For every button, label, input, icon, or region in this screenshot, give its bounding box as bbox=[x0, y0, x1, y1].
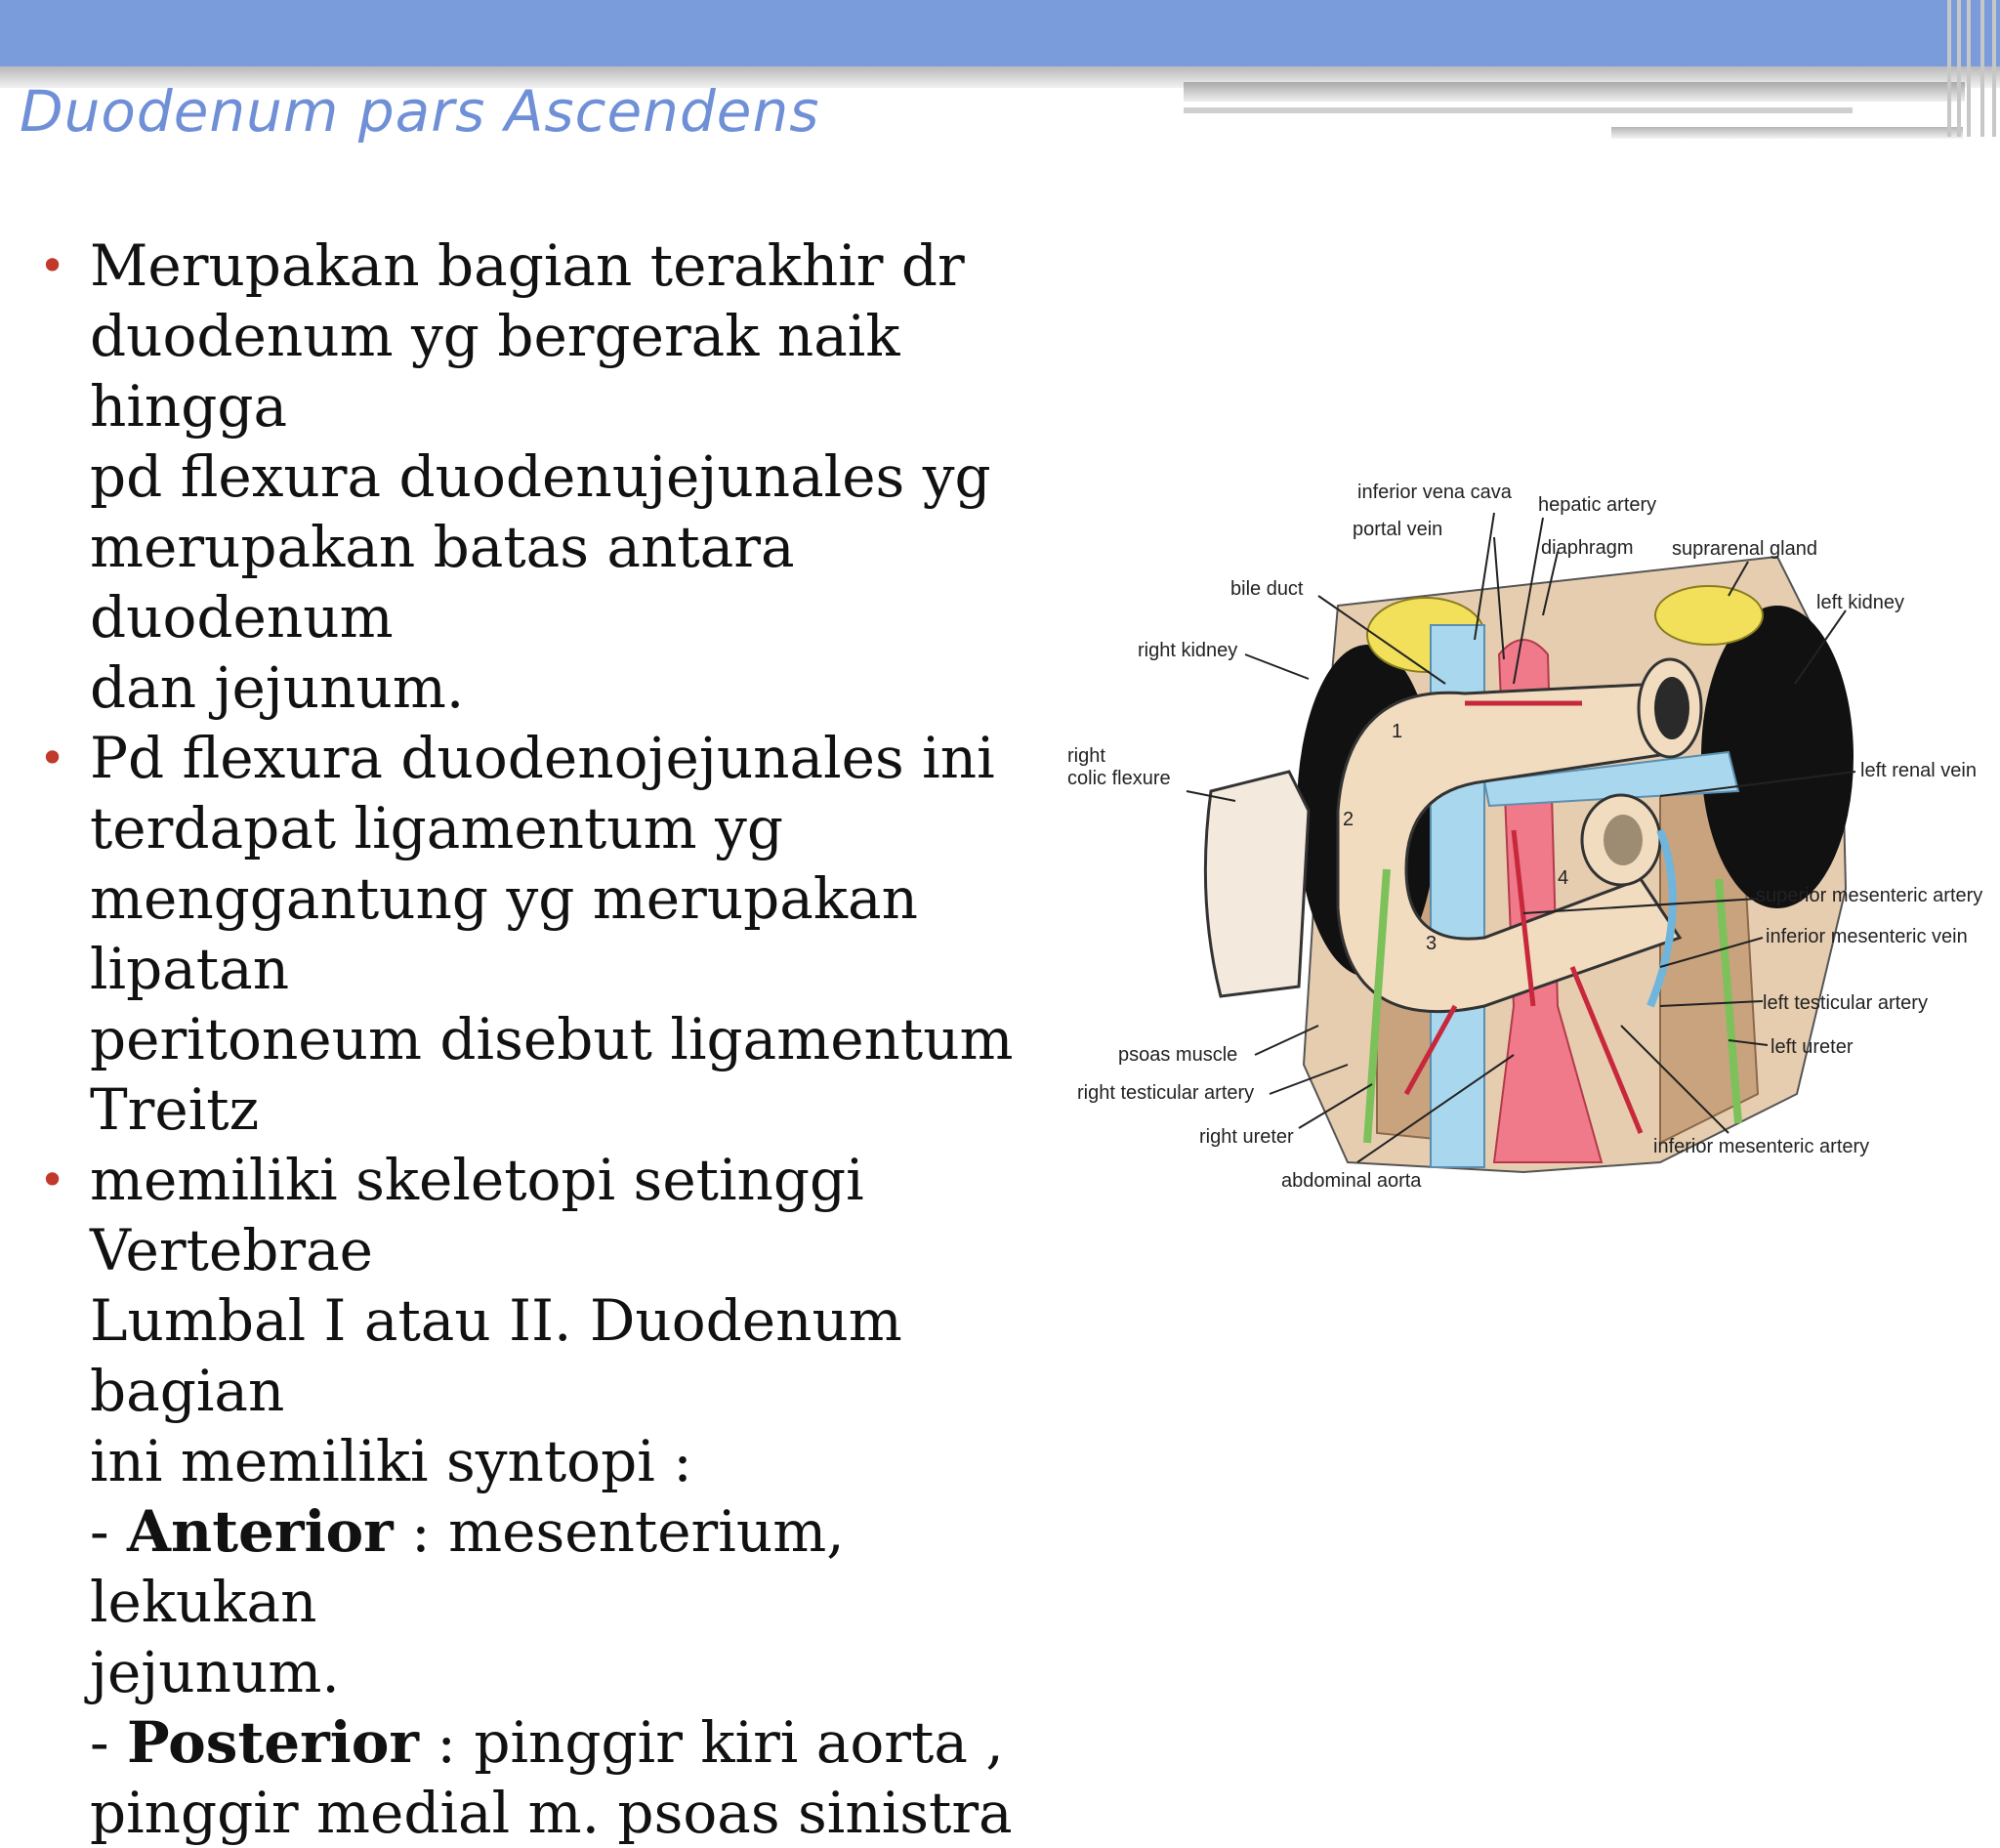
bullet-line: Treitz bbox=[90, 1076, 260, 1143]
bullet-list bbox=[39, 231, 1055, 1848]
label-suprarenal-gland: suprarenal gland bbox=[1672, 538, 1817, 560]
anterior-cont: jejunum. bbox=[90, 1639, 340, 1705]
label-right-colic-flexure: right bbox=[1067, 745, 1105, 767]
label-inferior-mesenteric-artery: inferior mesenteric artery bbox=[1653, 1136, 1870, 1157]
header-bar bbox=[0, 0, 2000, 66]
loop-number: 3 bbox=[1426, 933, 1438, 954]
label-superior-mesenteric-artery: superior mesenteric artery bbox=[1756, 885, 1983, 906]
label-left-ureter: left ureter bbox=[1771, 1036, 1854, 1058]
bullet-line: duodenum yg bergerak naik hingga bbox=[90, 303, 900, 440]
bullet-line: Merupakan bagian terakhir dr bbox=[90, 232, 965, 299]
label-psoas-muscle: psoas muscle bbox=[1118, 1044, 1238, 1066]
label-right-kidney: right kidney bbox=[1138, 640, 1238, 661]
slide-title: Duodenum pars Ascendens bbox=[20, 78, 820, 145]
label-hepatic-artery: hepatic artery bbox=[1538, 494, 1657, 516]
bullet-item bbox=[39, 1145, 1055, 1848]
bullet-line: merupakan batas antara duodenum bbox=[90, 514, 795, 651]
anterior-label: Anterior bbox=[127, 1498, 394, 1565]
bullet-line: menggantung yg merupakan lipatan bbox=[90, 865, 918, 1002]
bullet-marker: • bbox=[39, 1154, 66, 1206]
posterior-label: Posterior bbox=[127, 1709, 419, 1776]
label-inferior-mesenteric-vein: inferior mesenteric vein bbox=[1766, 926, 1968, 947]
bullet-line: memiliki skeletopi setinggi Vertebrae bbox=[90, 1147, 864, 1283]
bullet-item bbox=[39, 723, 1055, 1145]
label-left-renal-vein: left renal vein bbox=[1860, 760, 1977, 781]
label-right-testicular-artery: right testicular artery bbox=[1077, 1082, 1255, 1104]
anterior-text: : mesenterium, lekukan bbox=[90, 1498, 845, 1635]
bullet-line: Pd flexura duodenojejunales ini bbox=[90, 725, 995, 791]
posterior-cont: pinggir medial m. psoas sinistra bbox=[90, 1780, 1013, 1846]
loop-number: 4 bbox=[1558, 867, 1569, 889]
loop-number: 1 bbox=[1392, 721, 1403, 742]
anterior-line bbox=[90, 1496, 1055, 1637]
duodenum-anatomy-diagram bbox=[1055, 459, 2000, 1211]
bullet-line: terdapat ligamentum yg bbox=[90, 795, 783, 861]
bullet-line: peritoneum disebut ligamentum bbox=[90, 1006, 1014, 1072]
right-edge-lines bbox=[1941, 0, 2000, 137]
label-portal-vein: portal vein bbox=[1353, 519, 1443, 540]
loop-number: 2 bbox=[1343, 809, 1354, 830]
duodenum-end-upper-lumen bbox=[1654, 677, 1689, 739]
bullet-line: pd flexura duodenujejunales yg bbox=[90, 443, 991, 510]
colon-shape bbox=[1205, 772, 1309, 996]
label-bile-duct: bile duct bbox=[1230, 578, 1304, 600]
left-suprarenal bbox=[1655, 586, 1763, 645]
label-left-kidney: left kidney bbox=[1816, 592, 1905, 613]
posterior-prefix: - bbox=[90, 1709, 128, 1776]
bullet-item bbox=[39, 231, 1055, 723]
jejunum-lumen bbox=[1604, 815, 1643, 865]
anterior-prefix: - bbox=[90, 1498, 128, 1565]
bullet-line: dan jejunum. bbox=[90, 654, 465, 721]
label-right-ureter: right ureter bbox=[1199, 1126, 1294, 1148]
bullet-marker: • bbox=[39, 732, 66, 784]
label-abdominal-aorta: abdominal aorta bbox=[1281, 1170, 1422, 1192]
label-inferior-vena-cava: inferior vena cava bbox=[1357, 482, 1512, 503]
label-diaphragm: diaphragm bbox=[1541, 537, 1634, 559]
label-right-colic-flexure-2: colic flexure bbox=[1067, 768, 1171, 789]
label-left-testicular-artery: left testicular artery bbox=[1763, 992, 1928, 1014]
bullet-line: Lumbal I atau II. Duodenum bagian bbox=[90, 1287, 902, 1424]
header-decoration-bar bbox=[1611, 127, 1963, 139]
header-decoration bbox=[1184, 82, 1965, 102]
header-decoration-line bbox=[1184, 107, 1853, 113]
posterior-line bbox=[90, 1707, 1055, 1778]
bullet-marker: • bbox=[39, 239, 66, 292]
posterior-text: : pinggir kiri aorta , bbox=[418, 1709, 1004, 1776]
bullet-line: ini memiliki syntopi : bbox=[90, 1428, 692, 1494]
